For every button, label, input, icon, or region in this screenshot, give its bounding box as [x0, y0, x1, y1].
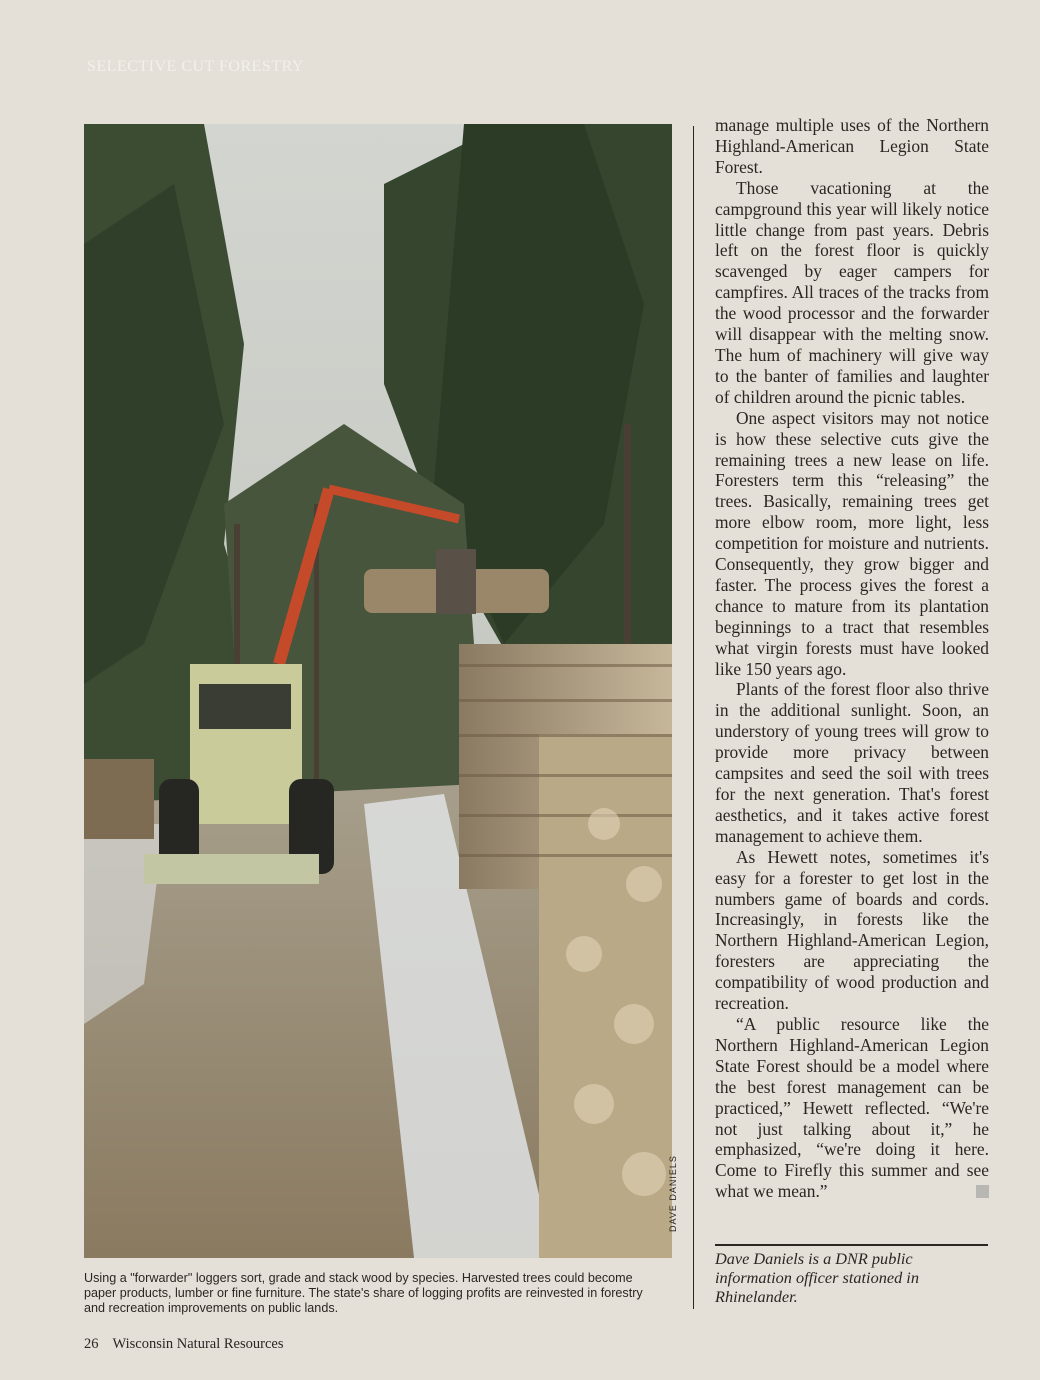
publication-name: Wisconsin Natural Resources	[112, 1336, 284, 1352]
article-photo	[84, 124, 672, 1258]
bio-divider	[715, 1244, 988, 1246]
article-paragraph: As Hewett notes, sometimes it's easy for a forester to get lost in the numbers game of boards and cords. Increasingly, in forests like the Northern Highland-American Legion, foresters are appreciating the compatibility of wood production and recreation.	[715, 846, 989, 1014]
page-footer	[84, 1336, 283, 1353]
page-number: 26	[84, 1336, 99, 1352]
article-paragraph	[715, 1014, 989, 1202]
article-paragraph: Those vacationing at the campground this year will likely notice little change from past years. Debris left on the forest floor is quickly scavenged by eager campers for campfires. All traces of the tracks from the wood processor and the forwarder will disappear with the melting snow. The hum of machinery will give way to the banter of families and laughter of children around the picnic tables.	[715, 177, 989, 407]
photo-caption: Using a "forwarder" loggers sort, grade and stack wood by species. Harvested trees could become paper products, lumber or fine furniture. The state's share of logging profits are reinvested in forestry and recreation improvements on public lands.	[84, 1271, 643, 1315]
article-body	[715, 115, 989, 1202]
section-title: SELECTIVE CUT FORESTRY	[87, 58, 304, 75]
article-paragraph-text: “A public resource like the Northern Highland-American Legion State Forest should be a model where the best forest management can be practiced,” Hewett reflected. “We're not just talking about it,” he emphasized, “we're doing it here. Come to Firefly this summer and see what we mean.”	[715, 1013, 989, 1202]
column-divider	[693, 126, 694, 1309]
article-paragraph: One aspect visitors may not notice is how these selective cuts give the remaining trees a new lease on life. Foresters term this “releasing” the trees. Basically, remaining trees get more elbow room, more light, less competition for moisture and nutrients. Consequently, they grow bigger and faster. The process gives the forest a chance to mature from its plantation beginnings to a tract that resembles what virgin forests must have looked like 150 years ago.	[715, 407, 989, 679]
author-bio: Dave Daniels is a DNR public information officer stationed in Rhinelander.	[715, 1249, 919, 1306]
article-paragraph: manage multiple uses of the Northern Highland-American Legion State Forest.	[715, 115, 989, 177]
end-of-article-mark	[976, 1185, 989, 1198]
article-paragraph: Plants of the forest floor also thrive in the additional sunlight. Soon, an understory of young trees will grow to provide more privacy between campsites and seed the soil with trees for the next generation. That's forest aesthetics, and it takes active forest management to achieve them.	[715, 679, 989, 846]
photo-credit: DAVE DANIELS	[668, 1155, 678, 1232]
forwarder-loading-logs-image	[84, 124, 672, 1258]
